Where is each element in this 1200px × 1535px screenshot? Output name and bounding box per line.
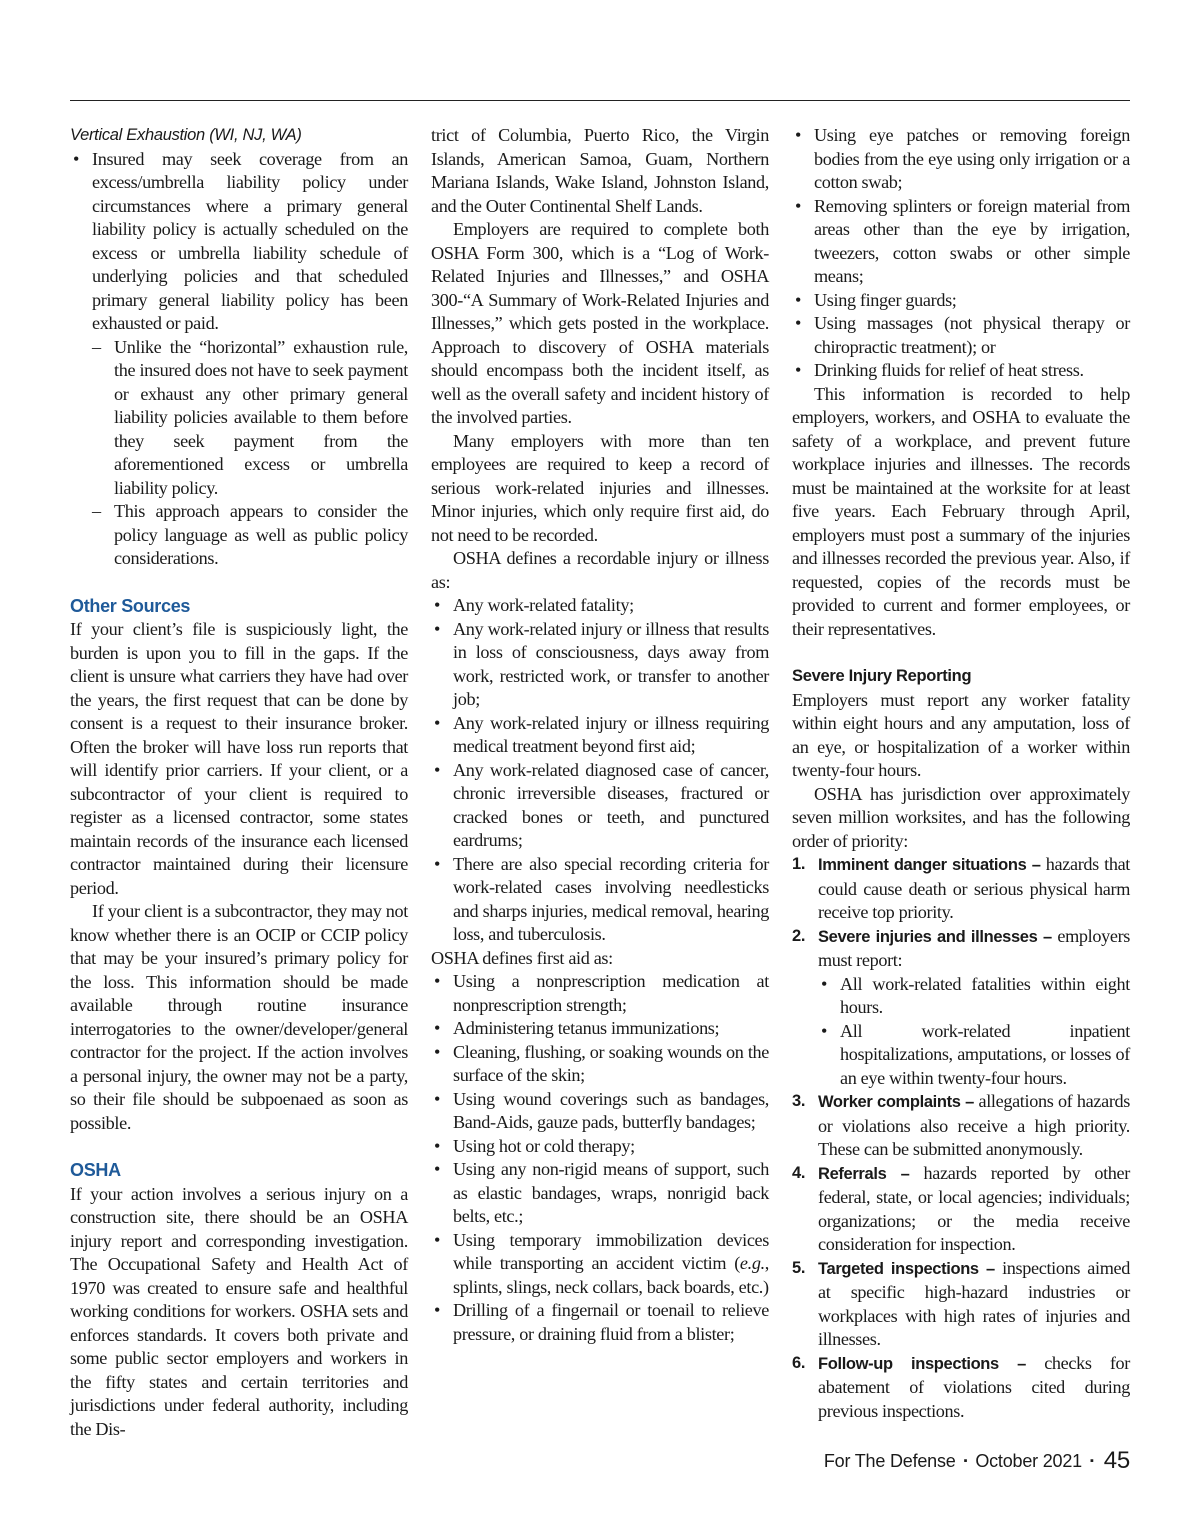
recordable-list [431, 594, 769, 947]
section-heading: Other Sources [70, 595, 191, 616]
issue-date: October 2021 [975, 1451, 1082, 1471]
separator: ▪ [1090, 1455, 1094, 1467]
priority-item: 5. Targeted inspections – inspections aimed at specific high-hazard industries or workplaces with high rates of injuries and illnesses. [792, 1257, 1130, 1349]
paragraph: Many employers with more than ten employees are required to keep a record of serious work-related injuries and illnesses. Minor injuries, which only require first aid, do not need to be recorded. [431, 430, 769, 545]
list-item: – This approach appears to consider the policy language as well as public policy considerations. [70, 500, 408, 571]
section-heading: OSHA [70, 1160, 121, 1180]
priority-item: 1. Imminent danger situations – hazards that could cause death or serious physical harm receive top priority. [792, 854, 1130, 922]
bullet-list [70, 148, 408, 571]
paragraph: OSHA has jurisdiction over approximately seven million worksites, and has the following order of priority: [792, 783, 1130, 851]
list-item-text: Insured may seek coverage from an excess/umbrella liability policy under circumstances where a primary general liability policy is actually scheduled on the excess or umbrella liability schedule of underlying policies and that scheduled primary general liability policy has been exhausted or paid. [92, 148, 408, 333]
list-item: • Using eye patches or removing foreign bodies from the eye using only irrigation or a cotton swab; [792, 124, 1130, 195]
dash-list [70, 336, 408, 571]
column-2 [431, 124, 769, 1346]
paragraph: OSHA defines first aid as: [431, 947, 613, 968]
section-subheading: Vertical Exhaustion (WI, NJ, WA) [70, 126, 302, 144]
list-item: • Any work-related injury or illness requiring medical treatment beyond first aid; [431, 712, 769, 759]
section-heading: Severe Injury Reporting [792, 667, 972, 685]
paragraph: If your action involves a serious injury on a construction site, there should be an OSHA injury report and corresponding investigation. The Occupational Safety and Health Act of 1970 was created to ensure safe and healthful working conditions for workers. OSHA sets and enforces standards. It covers both private and some public sector employers and workers in the fifty states and certain territories and jurisdictions under federal authority, including the Dis- [70, 1183, 408, 1439]
priority-item: 2. Severe injuries and illnesses – employers must report: • All work-related fatalities within eight hours. • All work-related inpatient hospitalizations, amputations, or losses of an eye within twenty-four hours. [792, 925, 1130, 1091]
list-item: • Using finger guards; [792, 289, 1130, 313]
paragraph: OSHA defines a recordable injury or illness as: [431, 548, 769, 592]
paragraph: Employers must report any worker fatality within eight hours and any amputation, loss of an eye, or hospitalization of a worker within twenty-four hours. [792, 689, 1130, 780]
column-3 [792, 124, 1130, 1423]
list-item [70, 148, 408, 571]
sub-bullet-list [818, 973, 1130, 1091]
list-item: • Removing splinters or foreign material from areas other than the eye by irrigation, tweezers, cotton swabs or other simple means; [792, 195, 1130, 289]
first-aid-list [431, 970, 769, 1346]
list-item: • Drinking fluids for relief of heat stress. [792, 359, 1130, 383]
list-item: • All work-related fatalities within eight hours. [818, 973, 1130, 1020]
list-item: – Unlike the “horizontal” exhaustion rule, the insured does not have to seek payment or exhaust any other primary general liability policies available to them before they seek payment from the aforementioned excess or umbrella liability policy. [70, 336, 408, 501]
list-item: • Administering tetanus immunizations; [431, 1017, 769, 1041]
list-item: • Using massages (not physical therapy or chiropractic treatment); or [792, 312, 1130, 359]
column-1 [70, 124, 408, 1441]
list-item: • Using a nonprescription medication at nonprescription strength; [431, 970, 769, 1017]
paragraph: If your client is a subcontractor, they may not know whether there is an OCIP or CCIP policy that may be your insured’s primary policy for the loss. This information should be made available through routine insurance interrogatories to the owner/developer/general contractor for the project. If the action involves a personal injury, the owner may not be a party, so their file should be subpoenaed as soon as possible. [70, 901, 408, 1133]
list-item: • Using wound coverings such as bandages, Band-Aids, gauze pads, butterfly bandages; [431, 1088, 769, 1135]
paragraph: Employers are required to complete both OSHA Form 300, which is a “Log of Work-Related Injuries and Illnesses,” and OSHA 300-“A Summary of Work-Related Injuries and Illnesses,” which gets posted in the workplace. Approach to discovery of OSHA materials should encompass both the incident itself, as well as the overall safety and incident history of the involved parties. [431, 219, 769, 427]
list-item: • All work-related inpatient hospitalizations, amputations, or losses of an eye within twenty-four hours. [818, 1020, 1130, 1091]
priority-item: 6. Follow-up inspections – checks for abatement of violations cited during previous inspections. [792, 1352, 1130, 1421]
page-footer [824, 1447, 1130, 1475]
list-item: • Cleaning, flushing, or soaking wounds on the surface of the skin; [431, 1041, 769, 1088]
list-item: • Using any non-rigid means of support, such as elastic bandages, wraps, nonrigid back belts, etc.; [431, 1158, 769, 1229]
priority-item: 3. Worker complaints – allegations of hazards or violations also receive a high priority. These can be submitted anonymously. [792, 1091, 1130, 1159]
list-item: • Any work-related fatality; [431, 594, 769, 618]
list-item: • Any work-related injury or illness that results in loss of consciousness, days away from work, restricted work, or transfer to another job; [431, 618, 769, 712]
paragraph: trict of Columbia, Puerto Rico, the Virgin Islands, American Samoa, Guam, Northern Mariana Islands, Wake Island, Johnston Island, and the Outer Continental Shelf Lands. [431, 125, 769, 216]
list-item: • There are also special recording criteria for work-related cases involving needlesticks and sharps injuries, medical removal, hearing loss, and tuberculosis. [431, 853, 769, 947]
priority-item: 4. Referrals – hazards reported by other federal, state, or local agencies; individuals; organizations; or the media receive consideration for inspection. [792, 1162, 1130, 1254]
separator: ▪ [963, 1455, 968, 1467]
publication-name: For The Defense [823, 1451, 956, 1471]
page-number: 45 [1103, 1447, 1130, 1474]
list-item: • Using hot or cold therapy; [431, 1135, 769, 1159]
top-rule [70, 100, 1130, 101]
paragraph: If your client’s file is suspiciously light, the burden is upon you to fill in the gaps. If the client is unsure what carriers they have had over the years, the first request that can be done by consent is a request to their insurance broker. Often the broker will have loss run reports that will identify prior carriers. If your client, or a subcontractor of your client is required to register as a licensed contractor, some states maintain records of the insurance each licensed contractor maintained during their licensure period. [70, 619, 408, 898]
paragraph: This information is recorded to help employers, workers, and OSHA to evaluate the safety of a workplace, and prevent future workplace injuries and illnesses. The records must be maintained at the worksite for at least five years. Each February through April, employers must post a summary of the injuries and illnesses recorded the previous year. Also, if requested, copies of the records must be provided to current and former employees, or their representatives. [792, 383, 1130, 639]
list-item: • Using temporary immobilization devices while transporting an accident victim (e.g., splints, slings, neck collars, back boards, etc.) [431, 1229, 769, 1300]
first-aid-list-continued [792, 124, 1130, 383]
list-item: • Drilling of a fingernail or toenail to relieve pressure, or draining fluid from a blister; [431, 1299, 769, 1346]
list-item: • Any work-related diagnosed case of cancer, chronic irreversible diseases, fractured or cracked bones or teeth, and punctured eardrums; [431, 759, 769, 853]
priority-list [792, 853, 1130, 1423]
